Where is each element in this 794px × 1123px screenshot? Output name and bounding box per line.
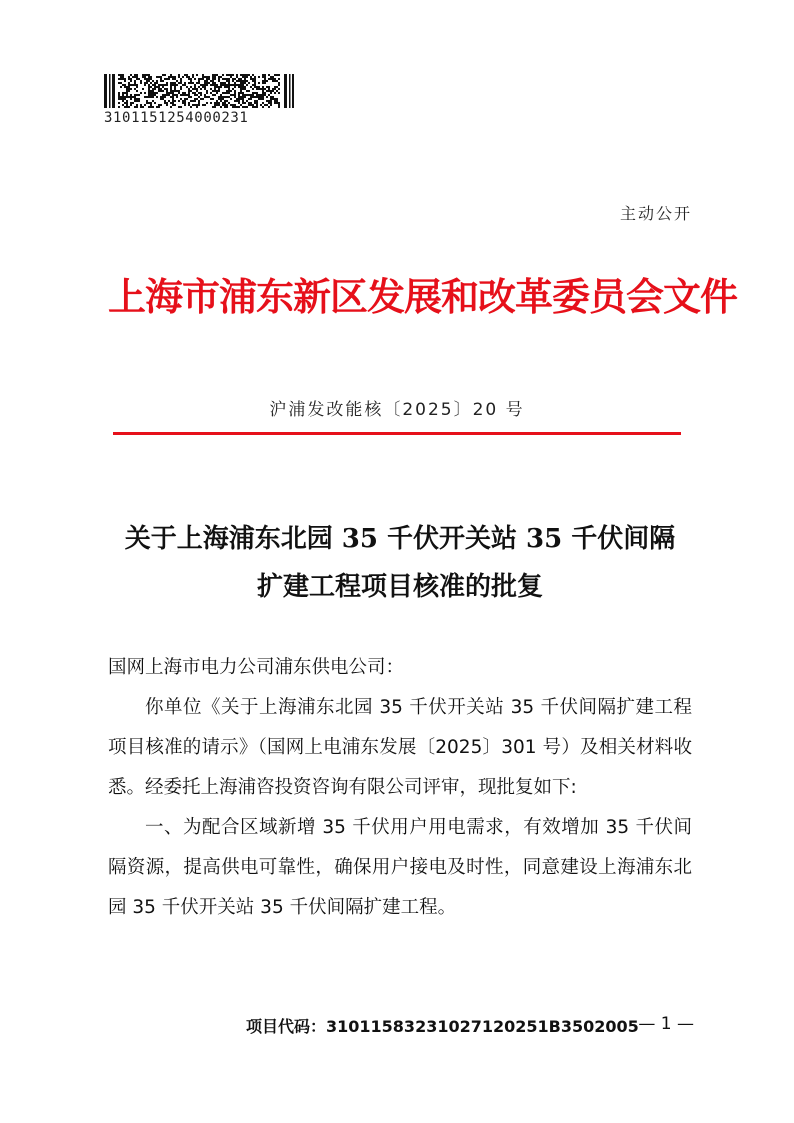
barcode-number: 3101151254000231 bbox=[104, 110, 249, 126]
body-paragraph-2: 一、为配合区域新增 35 千伏用户用电需求，有效增加 35 千伏间隔资源，提高供电可靠性，确保用户接电及时性，同意建设上海浦东北园 35 千伏开关站 35 千伏间隔扩建工程。 bbox=[108, 817, 692, 918]
disclosure-label: 主动公开 bbox=[619, 204, 692, 223]
subject-line-1: 关于上海浦东北园 35 千伏开关站 35 千伏间隔 bbox=[124, 524, 676, 554]
document-body bbox=[108, 648, 692, 928]
page-number: — 1 — bbox=[638, 1014, 694, 1034]
document-subject bbox=[100, 515, 700, 611]
barcode-image bbox=[104, 74, 294, 108]
project-code: 项目代码：31011583231027120251B3502005 bbox=[246, 1017, 639, 1036]
subject-line-2: 扩建工程项目核准的批复 bbox=[256, 572, 543, 602]
body-paragraph-1: 你单位《关于上海浦东北园 35 千伏开关站 35 千伏间隔扩建工程项目核准的请示》（国网上电浦东发展〔2025〕301 号）及相关材料收悉。经委托上海浦咨投资咨询有限公司评审，现批复如下: bbox=[108, 697, 692, 798]
document-number: 沪浦发改能核〔2025〕20 号 bbox=[269, 400, 525, 420]
issuing-organization-title: 上海市浦东新区发展和改革委员会文件 bbox=[108, 274, 738, 319]
red-divider-line bbox=[113, 432, 681, 435]
recipient-line: 国网上海市电力公司浦东供电公司： bbox=[108, 657, 405, 678]
